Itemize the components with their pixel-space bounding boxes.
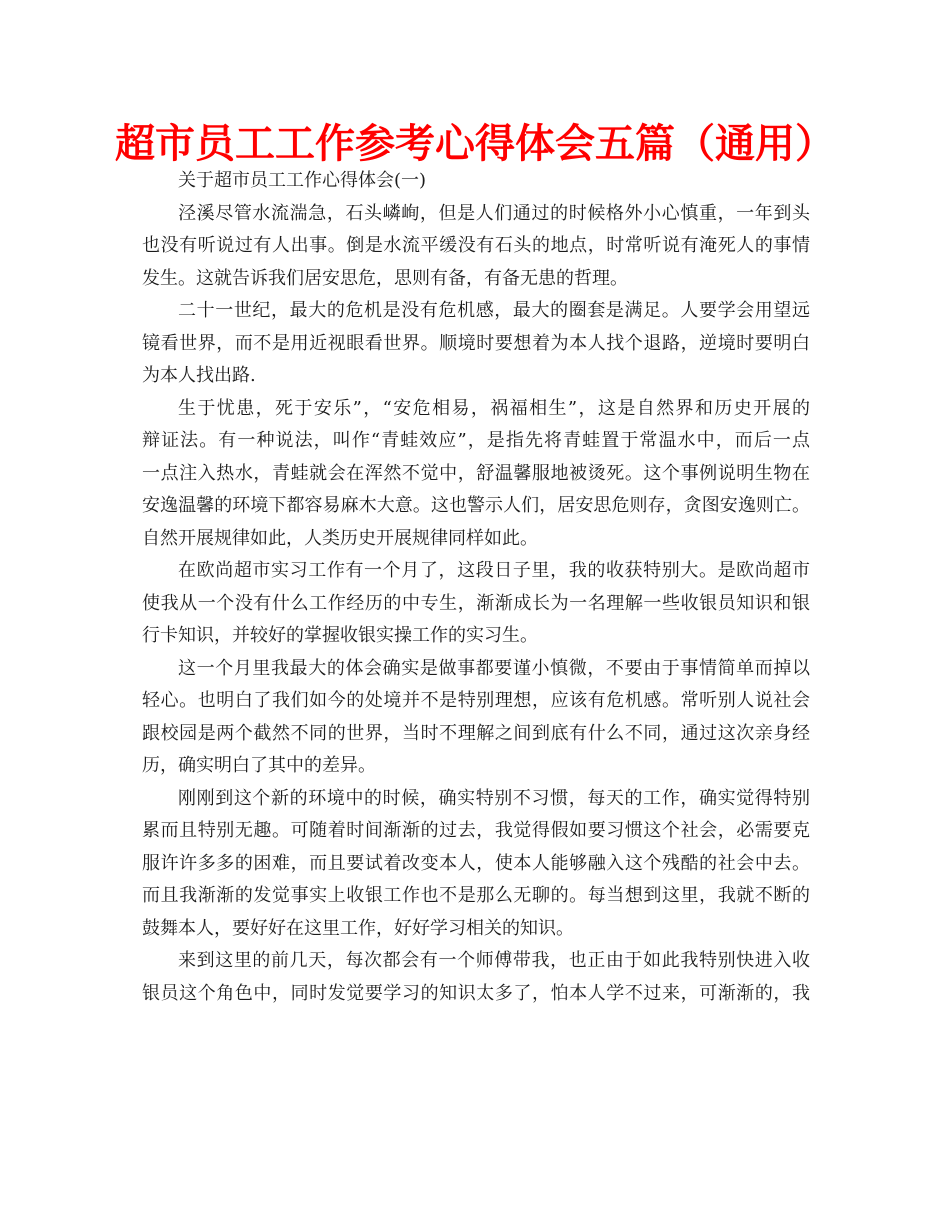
text-line: 安逸温馨的环境下都容易麻木大意。这也警示人们，居安思危则存，贪图安逸则亡。 bbox=[142, 495, 810, 516]
text-line: 来到这里的前几天，每次都会有一个师傅带我，也正由于如此我特别快进入收 bbox=[178, 950, 810, 971]
text-line: 自然开展规律如此，人类历史开展规律同样如此。 bbox=[142, 527, 538, 549]
text-line: 泾溪尽管水流湍急，石头嶙峋，但是人们通过的时候格外小心慎重，一年到头 bbox=[178, 202, 810, 224]
text-line: 生于忧患，死于安乐”，“安危相易，祸福相生”，这是自然界和历史开展的 bbox=[178, 397, 810, 419]
text-line: 服许许多多的困难，而且要试着改变本人，使本人能够融入这个残酷的社会中去。 bbox=[142, 852, 810, 874]
paragraph bbox=[142, 295, 810, 393]
text-line: 在欧尚超市实习工作有一个月了，这段日子里，我的收获特别大。是欧尚超市 bbox=[178, 560, 810, 581]
text-line: 二十一世纪，最大的危机是没有危机感，最大的圈套是满足。人要学会用望远 bbox=[178, 300, 810, 321]
text-line: 行卡知识，并较好的掌握收银实操工作的实习生。 bbox=[142, 625, 538, 646]
text-line: 刚刚到这个新的环境中的时候，确实特别不习惯，每天的工作，确实觉得特别 bbox=[178, 787, 810, 809]
paragraph bbox=[142, 555, 810, 653]
text-line: 跟校园是两个截然不同的世界，当时不理解之间到底有什么不同，通过这次亲身经 bbox=[142, 722, 810, 744]
paragraph bbox=[142, 945, 810, 1010]
text-line: 这一个月里我最大的体会确实是做事都要谨小慎微，不要由于事情简单而掉以 bbox=[178, 657, 810, 679]
text-line: 使我从一个没有什么工作经历的中专生，渐渐成长为一名理解一些收银员知识和银 bbox=[142, 592, 810, 614]
paragraph bbox=[142, 653, 810, 783]
text-line: 一点注入热水，青蛙就会在浑然不觉中，舒温馨服地被烫死。这个事例说明生物在 bbox=[142, 462, 810, 484]
text-line: 辩证法。有一种说法，叫作“青蛙效应”，是指先将青蛙置于常温水中，而后一点 bbox=[142, 430, 810, 451]
text-line: 镜看世界，而不是用近视眼看世界。顺境时要想着为本人找个退路，逆境时要明白 bbox=[142, 332, 810, 354]
text-line: 历，确实明白了其中的差异。 bbox=[142, 755, 376, 776]
document-title: 超市员工工作参考心得体会五篇（通用） bbox=[115, 121, 835, 167]
text-line: 鼓舞本人，要好好在这里工作，好好学习相关的知识。 bbox=[142, 917, 574, 939]
paragraph bbox=[142, 198, 810, 296]
text-line: 轻心。也明白了我们如今的处境并不是特别理想，应该有危机感。常听别人说社会 bbox=[142, 690, 810, 711]
text-line: 银员这个角色中，同时发觉要学习的知识太多了，怕本人学不过来，可渐渐的，我 bbox=[142, 982, 810, 1004]
paragraph bbox=[142, 783, 810, 946]
paragraph bbox=[142, 393, 810, 556]
text-line: 而且我渐渐的发觉事实上收银工作也不是那么无聊的。每当想到这里，我就不断的 bbox=[142, 885, 810, 906]
section-subtitle: 关于超市员工工作心得体会(一) bbox=[178, 170, 427, 191]
text-line: 也没有听说过有人出事。倒是水流平缓没有石头的地点，时常听说有淹死人的事情 bbox=[142, 235, 810, 256]
text-line: 累而且特别无趣。可随着时间渐渐的过去，我觉得假如要习惯这个社会，必需要克 bbox=[142, 820, 810, 841]
text-line: 发生。这就告诉我们居安思危，思则有备，有备无患的哲理。 bbox=[142, 267, 628, 289]
text-line: 为本人找出路. bbox=[142, 365, 256, 386]
document-body bbox=[142, 165, 810, 1010]
